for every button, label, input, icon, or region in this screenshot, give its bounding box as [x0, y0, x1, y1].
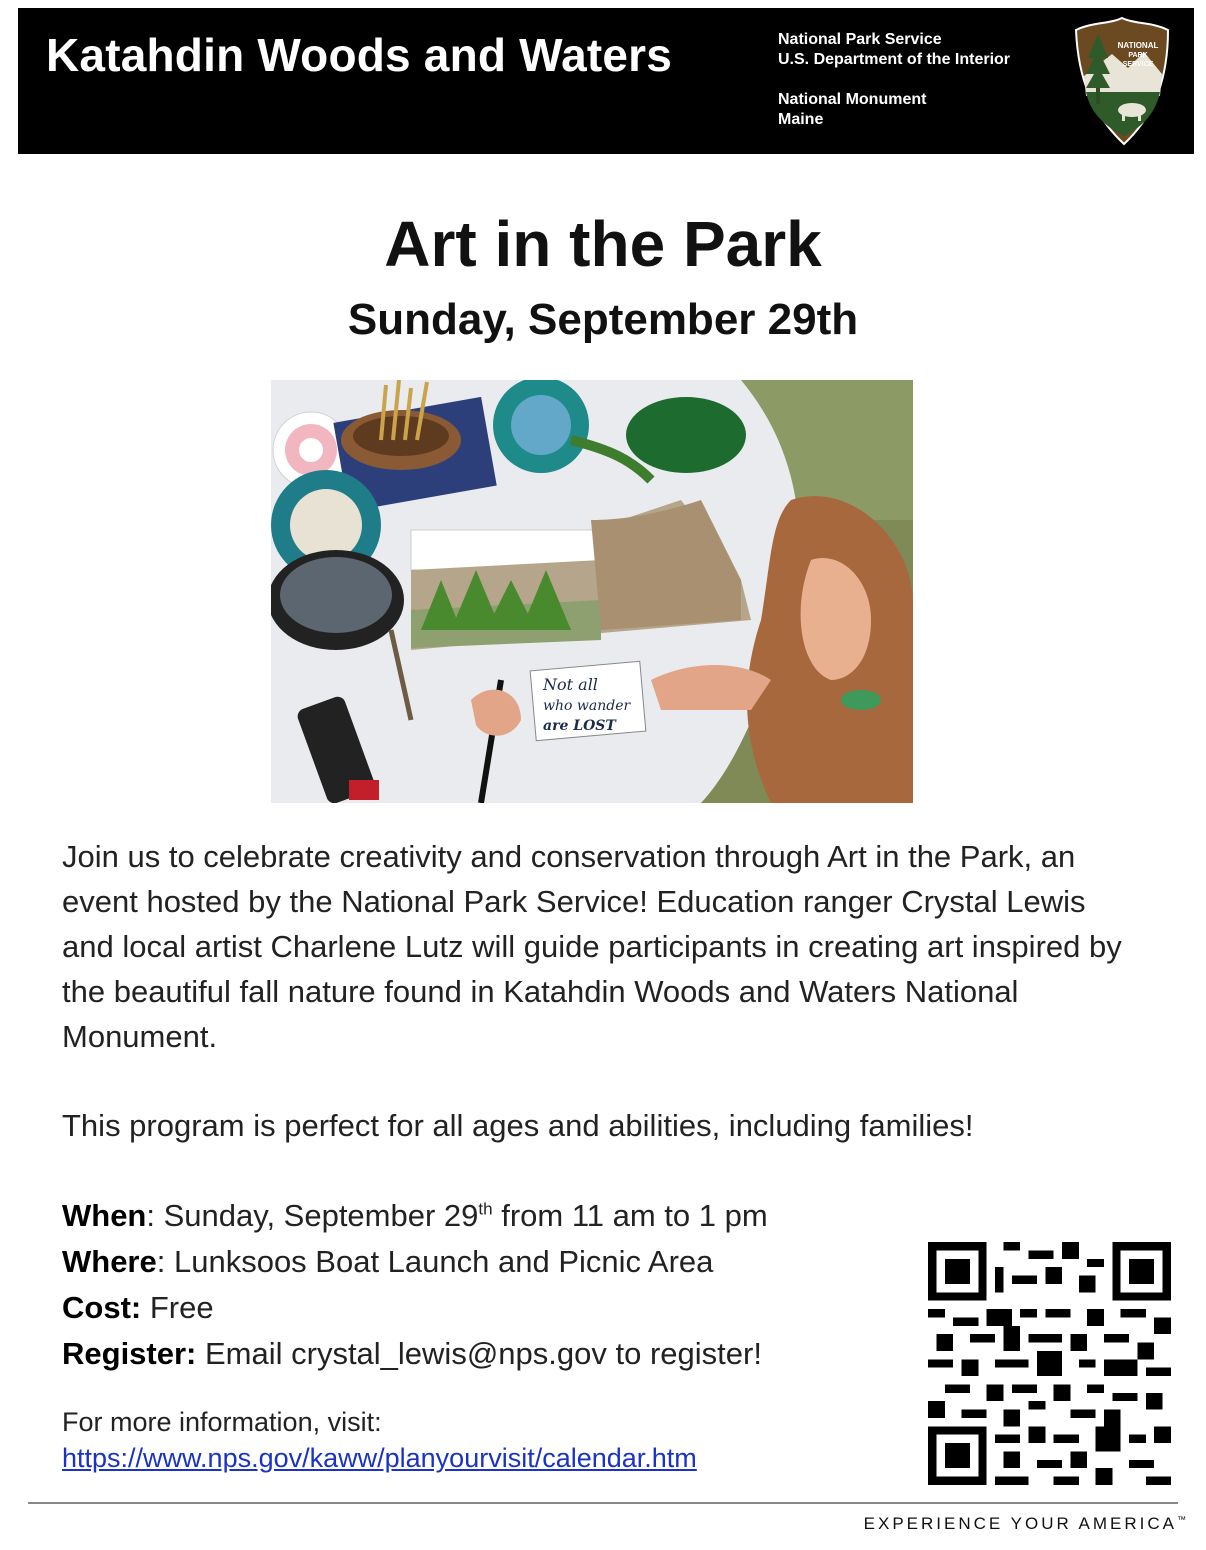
cost-row [62, 1285, 912, 1331]
sign-line1: Not all [543, 675, 598, 694]
event-details [62, 1193, 912, 1377]
logo-text: NATIONAL [1117, 41, 1159, 50]
header-banner [18, 8, 1194, 154]
event-photo [271, 380, 913, 803]
when-row [62, 1193, 912, 1239]
event-description: Join us to celebrate creativity and conservation through Art in the Park, an event hosted by the National Park Service! Education ranger Crystal Lewis and local artist Charlene Lutz will guide participants in creating art inspired by the beautiful fall nature found in Katahdin Woods and Waters National Monument. [62, 839, 1122, 1054]
register-label: Register: [62, 1336, 197, 1371]
nps-arrowhead-logo [1072, 16, 1172, 146]
register-value: Email crystal_lewis@nps.gov to register! [196, 1336, 762, 1371]
department-line: U.S. Department of the Interior [778, 51, 1011, 68]
event-title: Art in the Park [384, 208, 822, 280]
when-ordinal: th [478, 1199, 493, 1219]
audience-note: This program is perfect for all ages and abilities, including families! [62, 1108, 974, 1143]
footer-divider [28, 1502, 1178, 1504]
sign-line2: who wander [543, 698, 631, 714]
cost-value: Free [141, 1290, 214, 1325]
svg-text:SERVICE: SERVICE [1122, 61, 1154, 68]
calendar-link[interactable]: https://www.nps.gov/kaww/planyourvisit/calendar.htm [62, 1443, 697, 1473]
tagline-text: EXPERIENCE YOUR AMERICA [863, 1514, 1177, 1533]
when-label: When [62, 1198, 147, 1233]
more-info [62, 1404, 697, 1476]
art-table-illustration [271, 380, 913, 803]
svg-text:PARK: PARK [1128, 52, 1148, 59]
more-info-label: For more information, visit: [62, 1407, 382, 1437]
where-label: Where [62, 1244, 157, 1279]
qr-code[interactable] [928, 1242, 1171, 1485]
park-name: Katahdin Woods and Waters [46, 29, 673, 81]
sign-line3: are LOST [543, 718, 616, 734]
state-line: Maine [778, 111, 824, 128]
when-value: : Sunday, September 29 [146, 1198, 479, 1233]
where-row [62, 1239, 912, 1285]
unit-type-line: National Monument [778, 91, 927, 108]
trademark-symbol: ™ [1177, 1514, 1186, 1525]
cost-label: Cost: [62, 1290, 142, 1325]
event-date: Sunday, September 29th [347, 295, 859, 344]
agency-block [778, 30, 1010, 130]
footer-tagline [864, 1514, 1186, 1534]
agency-line: National Park Service [778, 31, 942, 48]
where-value: : Lunksoos Boat Launch and Picnic Area [156, 1244, 714, 1279]
when-time: from 11 am to 1 pm [492, 1198, 768, 1233]
register-row [62, 1331, 912, 1377]
